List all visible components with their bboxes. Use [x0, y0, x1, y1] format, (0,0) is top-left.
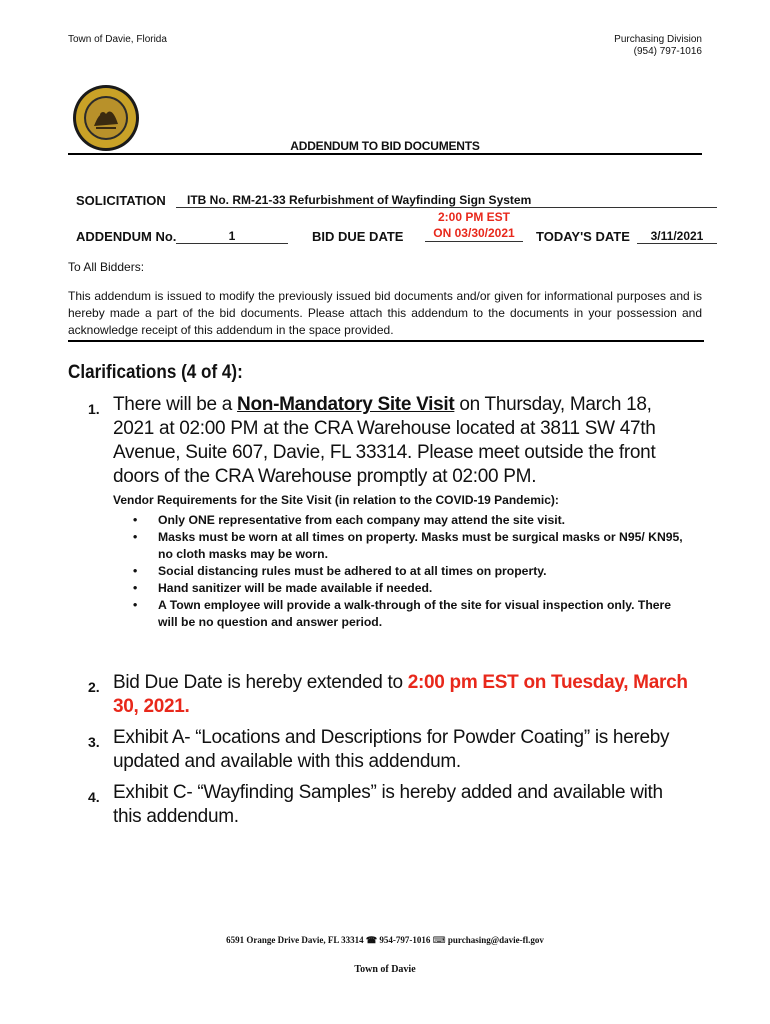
list-item-text: Masks must be worn at all times on property. Masks must be surgical masks or N95/ KN95, no cloth masks may be worn. — [158, 530, 683, 561]
intro-paragraph: This addendum is issued to modify the previously issued bid documents and/or given for informational purposes and is hereby made a part of the bid documents. Please attach this addendum to the documents in your possession and acknowledge receipt of this addendum in the space provided. — [68, 289, 702, 337]
document-title: ADDENDUM TO BID DOCUMENTS — [290, 139, 480, 153]
header-town: Town of Davie, Florida — [68, 34, 167, 45]
footer-contact — [0, 935, 770, 946]
bullet-icon: • — [133, 581, 138, 595]
list-item — [113, 580, 693, 597]
clarification-item-3 — [88, 726, 688, 776]
solicitation-label: SOLICITATION — [76, 193, 166, 208]
title-rule — [68, 153, 702, 155]
clarification-item-1 — [88, 393, 688, 489]
item-number: 1. — [88, 401, 100, 417]
due-date-emphasis: 2:00 pm EST on Tuesday, March 30, 2021. — [113, 672, 688, 717]
item-text: Exhibit A- “Locations and Descriptions for Powder Coating” is hereby updated and available with this addendum. — [113, 727, 670, 772]
bullet-icon: • — [133, 513, 138, 527]
addendum-number: 1 — [176, 229, 288, 244]
header-division-name: Purchasing Division — [614, 34, 702, 45]
phone-icon: ☎ — [365, 935, 378, 945]
bullet-icon: • — [133, 530, 138, 544]
list-item-text: Hand sanitizer will be made available if needed. — [158, 581, 433, 595]
list-item-text: Only ONE representative from each company may attend the site visit. — [158, 513, 566, 527]
bid-due-time: 2:00 PM EST — [437, 210, 511, 224]
bid-due-date-value — [425, 209, 523, 242]
bid-due-date-label: BID DUE DATE — [312, 229, 404, 244]
item-text — [113, 671, 688, 719]
list-item-text: Social distancing rules must be adhered to at all times on property. — [158, 564, 547, 578]
addendum-label: ADDENDUM No. — [76, 229, 177, 244]
vendor-requirements-title: Vendor Requirements for the Site Visit (in relation to the COVID-19 Pandemic): — [113, 493, 559, 507]
item-text-post: on Thursday, March 18, 2021 at 02:00 PM at the CRA Warehouse located at 3811 SW 47th Avenue, Suite 607, Davie, FL 33314. Please meet outside the front doors of the CRA Warehouse promptly at 02:00 PM. — [113, 394, 656, 487]
clarification-item-2 — [88, 671, 688, 721]
clarifications-heading: Clarifications (4 of 4): — [68, 362, 243, 383]
todays-date-value: 3/11/2021 — [637, 229, 717, 244]
list-item — [113, 529, 693, 563]
bullet-icon: • — [133, 564, 138, 578]
item-number: 2. — [88, 679, 100, 695]
bullet-icon: • — [133, 598, 138, 612]
item-text-pre: There will be a — [113, 394, 238, 415]
todays-date-label: TODAY'S DATE — [536, 229, 630, 244]
footer-email: purchasing@davie-fl.gov — [447, 935, 544, 945]
footer-address: 6591 Orange Drive Davie, FL 33314 — [226, 935, 364, 945]
greeting: To All Bidders: — [68, 260, 145, 274]
intro-rule — [68, 340, 704, 342]
solicitation-value: ITB No. RM-21-33 Refurbishment of Wayfinding Sign System — [176, 193, 717, 208]
item-number: 3. — [88, 734, 100, 750]
item-text-pre: Bid Due Date is hereby extended to — [113, 672, 408, 693]
footer-phone: 954-797-1016 — [379, 935, 431, 945]
list-item — [113, 597, 693, 631]
item-text — [113, 393, 688, 489]
list-item — [113, 512, 693, 529]
vendor-requirements-list — [113, 512, 693, 631]
item-number: 4. — [88, 789, 100, 805]
bid-due-day: ON 03/30/2021 — [433, 226, 515, 240]
list-item — [113, 563, 693, 580]
item-text: Exhibit C- “Wayfinding Samples” is hereby added and available with this addendum. — [113, 782, 663, 827]
header-division-phone: (954) 797-1016 — [633, 46, 702, 57]
computer-icon: ⌨ — [432, 935, 446, 945]
footer-town: Town of Davie — [354, 964, 416, 975]
header-division — [614, 34, 702, 58]
site-visit-emphasis: Non-Mandatory Site Visit — [237, 394, 455, 415]
clarification-item-4 — [88, 781, 688, 831]
list-item-text: A Town employee will provide a walk-through of the site for visual inspection only. There will be no question and answer period. — [158, 598, 672, 629]
